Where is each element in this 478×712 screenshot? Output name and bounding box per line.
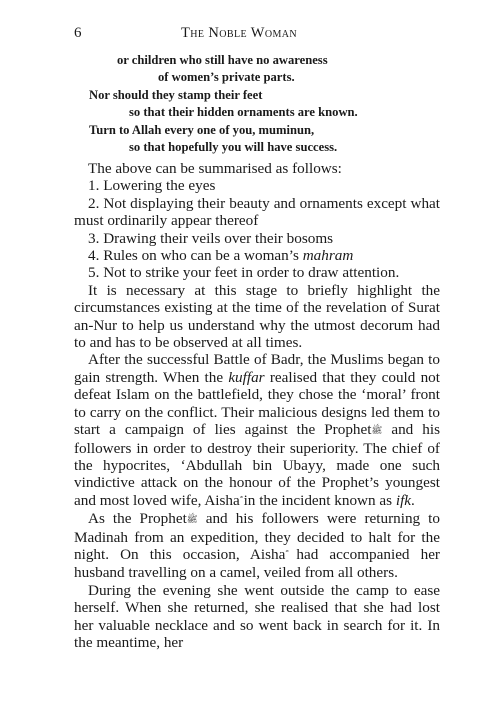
verse-line: of women’s private parts. <box>158 70 295 84</box>
paragraph: It is necessary at this stage to briefly highlight the circumstances existing at the time of the revelation of Surat an-Nur to help us understand why the utmost decorum had to and has to be observed at all times. <box>74 281 440 352</box>
list-item-text: 4. Rules on who can be a woman’s <box>88 247 303 265</box>
text-run: and his followers in order to destroy their superiority. The chief of the hypocrites, ‘Abdullah bin Ubayy, made one such vindictive attack on the honour of the Prophet’s youngest and most loved wife, Aisha <box>74 421 440 509</box>
list-item: 5. Not to strike your feet in order to draw attention. <box>88 264 400 282</box>
list-item: 1. Lowering the eyes <box>88 177 216 195</box>
list-item: 2. Not displaying their beauty and ornaments except what must ordinarily appear thereof <box>74 194 440 230</box>
honorific-prophet: ﷺ <box>186 514 198 525</box>
text-run: and his followers were returning to Madinah from an expedition, they decided to halt for the night. On this occasion, Aisha <box>74 510 440 563</box>
verse-line: Turn to Allah every one of you, muminun, <box>89 123 315 137</box>
running-head: The Noble Woman <box>181 25 297 41</box>
text-run: After the successful Battle of Badr, the Muslims began to gain strength. When the <box>74 351 440 386</box>
verse-line: or children who still have no awareness <box>117 53 328 67</box>
ifk-term: ifk <box>395 491 412 509</box>
page-number: 6 <box>74 25 82 41</box>
mahram-term: mahram <box>302 247 354 265</box>
body-text <box>74 160 440 651</box>
list-item: 3. Drawing their veils over their bosoms <box>88 229 334 247</box>
text-run: had accompanied her husband travelling on a camel, veiled from all others. <box>74 545 440 582</box>
kuffar-term: kuffar <box>228 368 265 386</box>
honorific-prophet: ﷺ <box>371 425 383 436</box>
text-run: As the Prophet <box>88 510 187 528</box>
verse-line: Nor should they stamp their feet <box>89 88 263 102</box>
text-run: realised that they could not defeat Islam on the battlefield, they chose the ‘moral’ front to carry on the conflict. Their malicious designs led them to start a campaign of lies against the Prophet <box>74 368 440 439</box>
verse-line: so that hopefully you will have success. <box>129 140 338 154</box>
summary-intro: The above can be summarised as follows: <box>88 160 342 177</box>
paragraph: During the evening she went outside the camp to ease herself. When she returned, she realised that she had lost her valuable necklace and so went back in search for it. In the meantime, her <box>74 581 440 651</box>
verse-line: so that their hidden ornaments are known. <box>129 105 358 119</box>
text-run: in the incident known as <box>239 491 396 509</box>
text-run: . <box>411 491 415 509</box>
page-header <box>0 23 478 43</box>
paragraph <box>74 510 440 582</box>
paragraph <box>74 351 440 510</box>
list-item <box>74 247 440 264</box>
